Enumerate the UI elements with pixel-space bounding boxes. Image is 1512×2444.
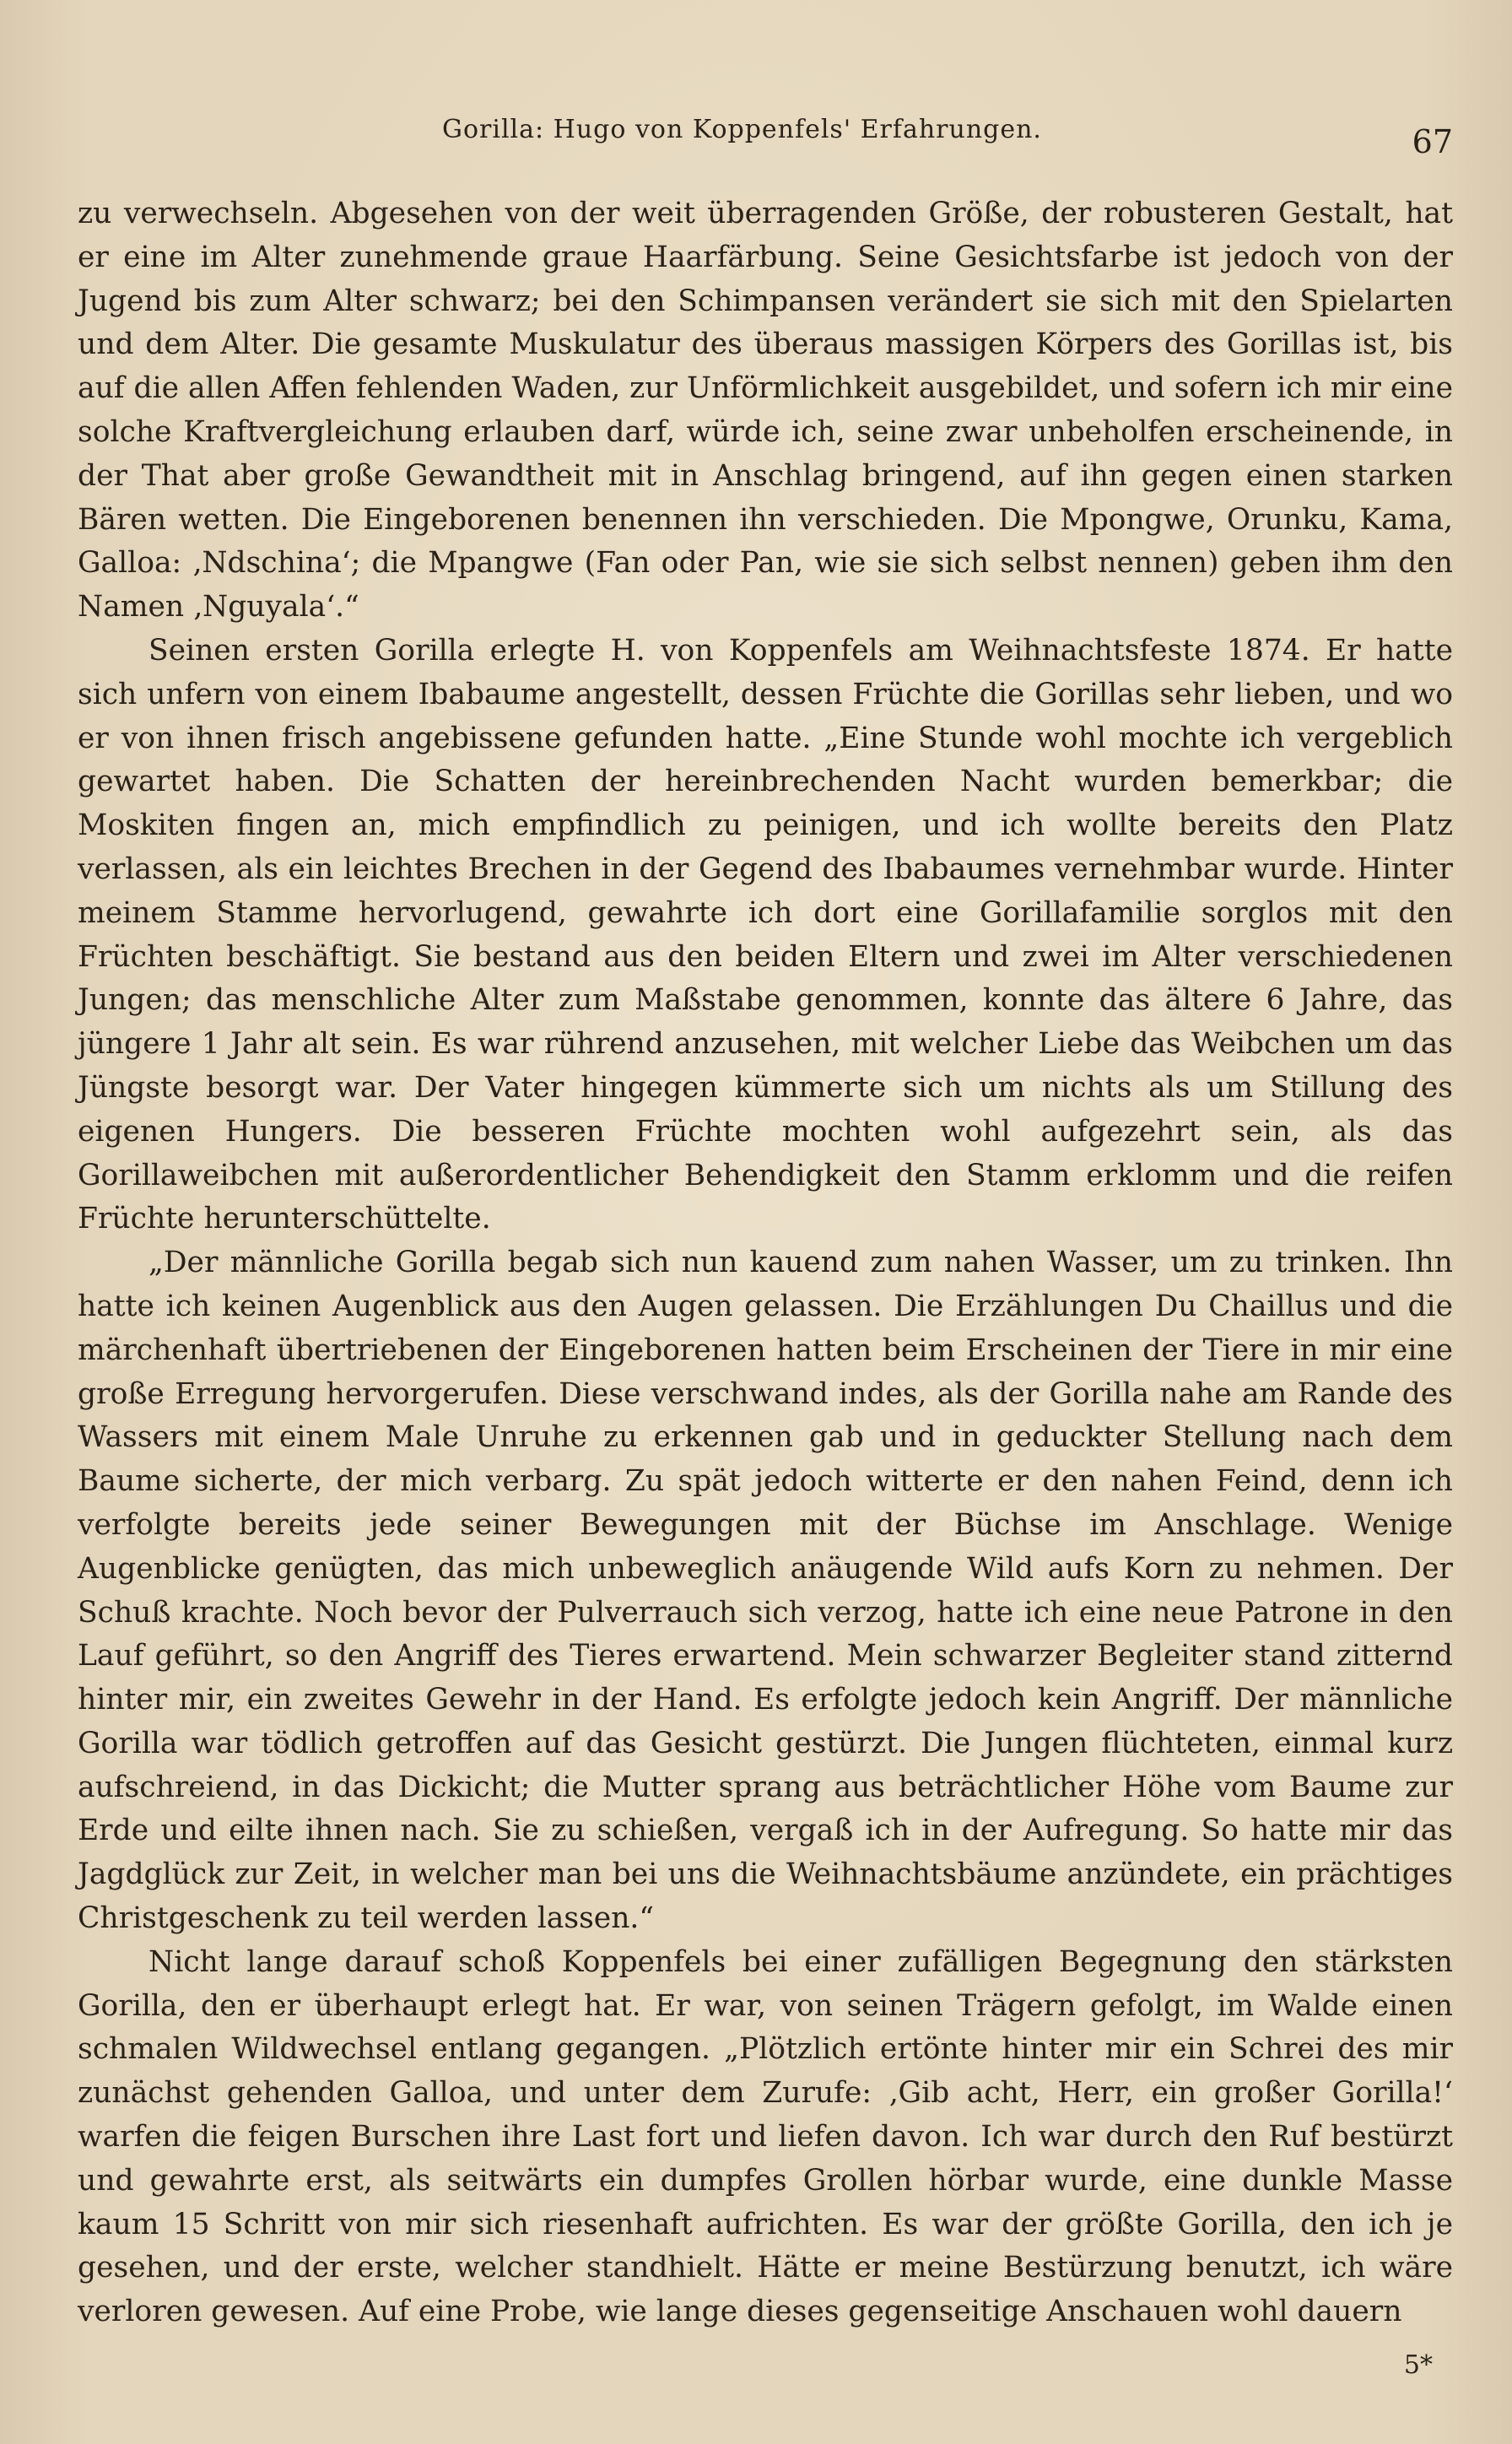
body-text (78, 192, 1453, 2334)
paragraph: Seinen ersten Gorilla erlegte H. von Koppenfels am Weihnachtsfeste 1874. Er hatte sich unfern von einem Ibabaume angestellt, dessen Früchte die Gorillas sehr lieben, und wo er von ihnen frisch angebissene gefunden hatte. „Eine Stunde wohl mochte ich vergeblich gewartet haben. Die Schatten der hereinbrechenden Nacht wurden bemerkbar; die Moskiten fingen an, mich empfindlich zu peinigen, und ich wollte bereits den Platz verlassen, als ein leichtes Brechen in der Gegend des Ibabaumes vernehmbar wurde. Hinter meinem Stamme hervorlugend, gewahrte ich dort eine Gorillafamilie sorglos mit den Früchten beschäftigt. Sie bestand aus den beiden Eltern und zwei im Alter verschiedenen Jungen; das menschliche Alter zum Maßstabe genommen, konnte das ältere 6 Jahre, das jüngere 1 Jahr alt sein. Es war rührend anzusehen, mit welcher Liebe das Weibchen um das Jüngste besorgt war. Der Vater hingegen kümmerte sich um nichts als um Stillung des eigenen Hungers. Die besseren Früchte mochten wohl aufgezehrt sein, als das Gorillaweibchen mit außerordentlicher Behendigkeit den Stamm erklomm und die reifen Früchte herunterschüttelte. (78, 633, 1453, 1236)
running-title: Gorilla: Hugo von Koppenfels' Erfahrungen. (442, 115, 1042, 144)
paragraph: Nicht lange darauf schoß Koppenfels bei einer zufälligen Begegnung den stärksten Gorilla, den er überhaupt erlegt hat. Er war, von seinen Trägern gefolgt, im Walde einen schmalen Wildwechsel entlang gegangen. „Plötzlich ertönte hinter mir ein Schrei des mir zunächst gehenden Galloa, und unter dem Zurufe: ‚Gib acht, Herr, ein großer Gorilla!‘ warfen die feigen Burschen ihre Last fort und liefen davon. Ich war durch den Ruf bestürzt und gewahrte erst, als seitwärts ein dumpfes Grollen hörbar wurde, eine dunkle Masse kaum 15 Schritt von mir sich riesenhaft aufrichten. Es war der größte Gorilla, den ich je gesehen, und der erste, welcher standhielt. Hätte er meine Bestürzung benutzt, ich wäre verloren gewesen. Auf eine Probe, wie lange dieses gegenseitige Anschauen wohl dauern (78, 1944, 1453, 2329)
paragraph: „Der männliche Gorilla begab sich nun kauend zum nahen Wasser, um zu trinken. Ihn hatte ich keinen Augenblick aus den Augen gelassen. Die Erzählungen Du Chaillus und die märchenhaft übertriebenen der Eingeborenen hatten beim Erscheinen der Tiere in mir eine große Erregung hervorgerufen. Diese verschwand indes, als der Gorilla nahe am Rande des Wassers mit einem Male Unruhe zu erkennen gab und in geduckter Stellung nach dem Baume sicherte, der mich verbarg. Zu spät jedoch witterte er den nahen Feind, denn ich verfolgte bereits jede seiner Bewegungen mit der Büchse im Anschlage. Wenige Augenblicke genügten, das mich unbeweglich anäugende Wild aufs Korn zu nehmen. Der Schuß krachte. Noch bevor der Pulverrauch sich verzog, hatte ich eine neue Patrone in den Lauf geführt, so den Angriff des Tieres erwartend. Mein schwarzer Begleiter stand zitternd hinter mir, ein zweites Gewehr in der Hand. Es erfolgte jedoch kein Angriff. Der männliche Gorilla war tödlich getroffen auf das Gesicht gestürzt. Die Jungen flüchteten, einmal kurz aufschreiend, in das Dickicht; die Mutter sprang aus beträchtlicher Höhe vom Baume zur Erde und eilte ihnen nach. Sie zu schießen, vergaß ich in der Aufregung. So hatte mir das Jagdglück zur Zeit, in welcher man bei uns die Weihnachtsbäume anzündete, ein prächtiges Christgeschenk zu teil werden lassen.“ (78, 1246, 1453, 1936)
paragraph: zu verwechseln. Abgesehen von der weit überragenden Größe, der robusteren Gestalt, hat er eine im Alter zunehmende graue Haarfärbung. Seine Gesichtsfarbe ist jedoch von der Jugend bis zum Alter schwarz; bei den Schimpansen verändert sie sich mit den Spielarten und dem Alter. Die gesamte Muskulatur des überaus massigen Körpers des Gorillas ist, bis auf die allen Affen fehlenden Waden, zur Unförmlichkeit ausgebildet, und sofern ich mir eine solche Kraftvergleichung erlauben darf, würde ich, seine zwar unbeholfen erscheinende, in der That aber große Gewandtheit mit in Anschlag bringend, auf ihn gegen einen starken Bären wetten. Die Eingeborenen benennen ihn verschieden. Die Mpongwe, Orunku, Kama, Galloa: ‚Ndschina‘; die Mpangwe (Fan oder Pan, wie sie sich selbst nennen) geben ihm den Namen ‚Nguyala‘.“ (78, 197, 1453, 625)
page-number: 67 (1412, 123, 1453, 160)
book-page (78, 101, 1453, 2380)
signature-mark: 5* (1403, 2350, 1433, 2380)
running-head (78, 101, 1453, 177)
